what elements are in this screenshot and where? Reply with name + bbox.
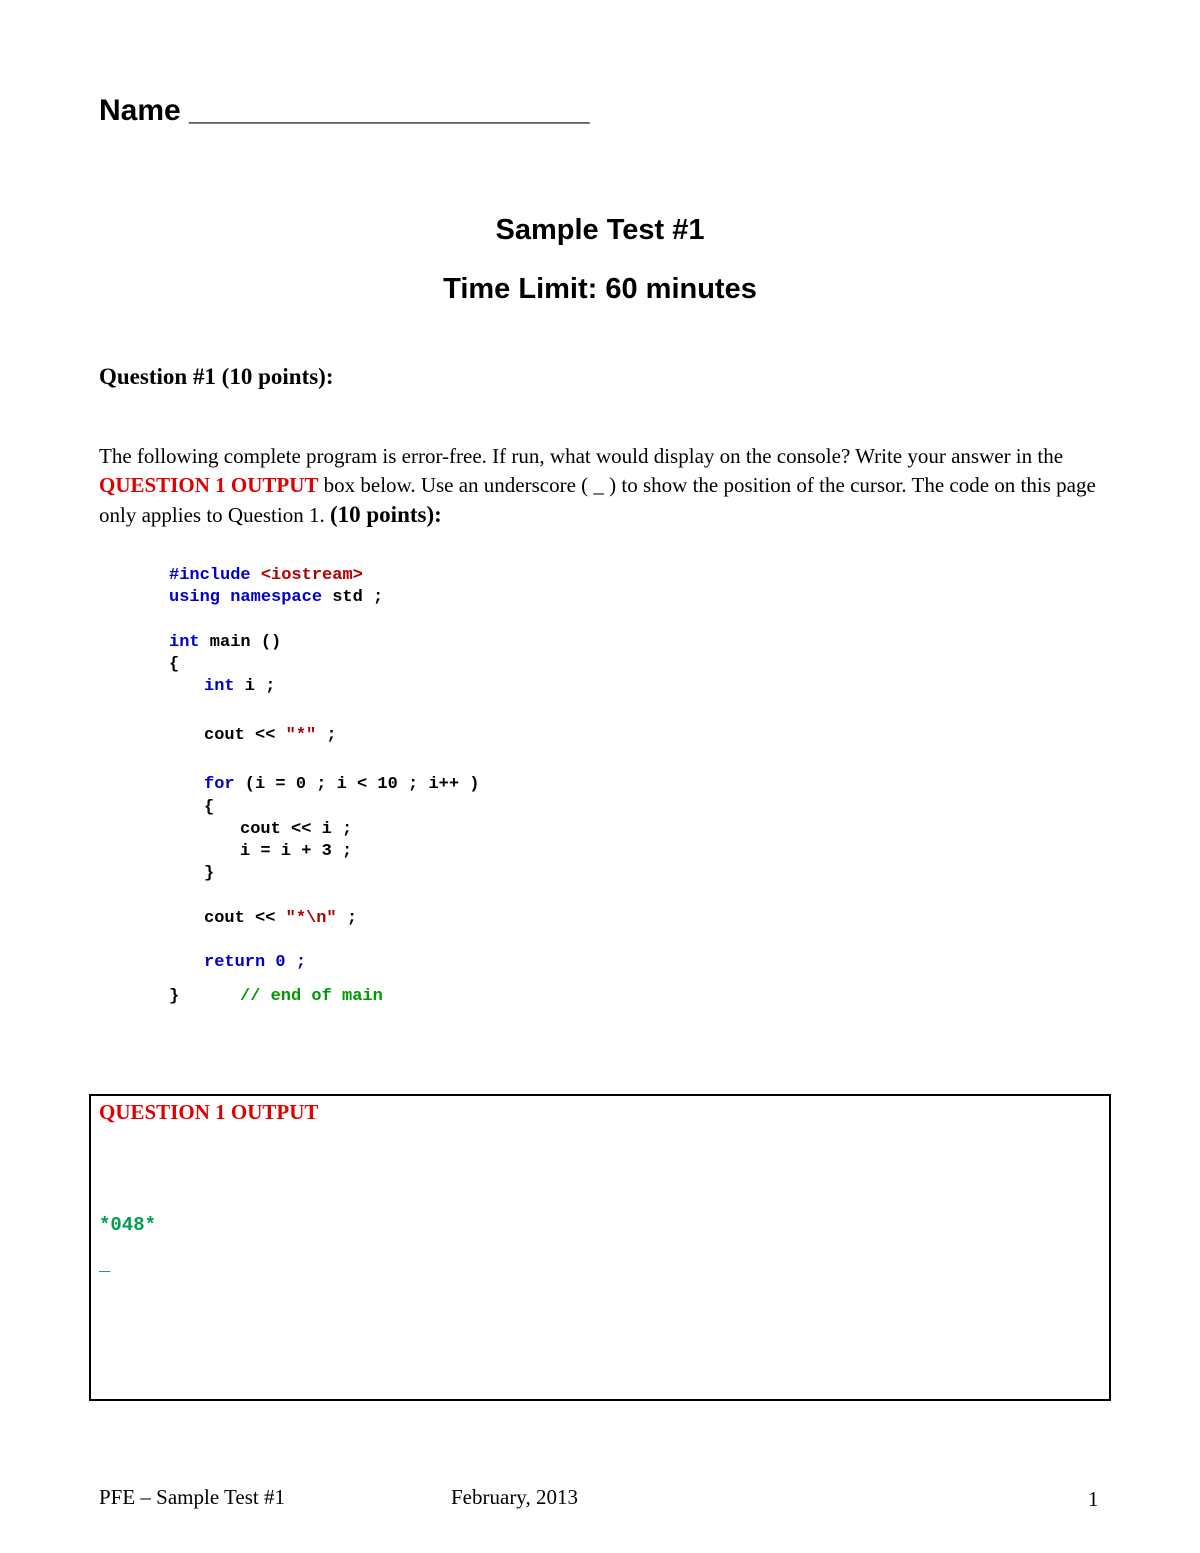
footer-page-number: 1 bbox=[1088, 1487, 1099, 1511]
code-text: main () bbox=[199, 633, 282, 652]
code-line-14: } bbox=[169, 987, 180, 1006]
code-line-8: { bbox=[204, 798, 215, 817]
instructions-text-2: box below. Use an underscore ( _ ) to show the position of the cursor. The code on this page only applies to Question 1. bbox=[99, 473, 1096, 527]
test-title: Sample Test #1 bbox=[495, 214, 705, 246]
time-limit: Time Limit: 60 minutes bbox=[443, 273, 757, 305]
code-text: ; bbox=[336, 909, 358, 928]
code-line-5 bbox=[204, 677, 275, 696]
code-keyword: int bbox=[169, 633, 200, 652]
code-line-13 bbox=[204, 953, 306, 972]
instructions-highlight: QUESTION 1 OUTPUT bbox=[99, 473, 319, 497]
code-line-4: { bbox=[169, 655, 180, 674]
code-line-12 bbox=[204, 909, 357, 928]
code-text: std ; bbox=[322, 588, 384, 607]
code-keyword: return bbox=[204, 953, 266, 972]
instructions-text: The following complete program is error-free. If run, what would display on the console? Write your answer in the bbox=[99, 444, 1064, 468]
code-text: (i = 0 ; i < 10 ; i++ ) bbox=[234, 775, 480, 794]
footer-date: February, 2013 bbox=[451, 1485, 578, 1509]
code-line-7 bbox=[204, 775, 479, 794]
code-comment: // end of main bbox=[240, 987, 383, 1006]
code-line-3 bbox=[169, 633, 281, 652]
code-keyword: #include bbox=[169, 566, 251, 585]
code-text: i ; bbox=[234, 677, 276, 696]
code-keyword: for bbox=[204, 775, 235, 794]
instructions-points: (10 points): bbox=[329, 502, 442, 527]
code-line-11: } bbox=[204, 864, 215, 883]
code-keyword: int bbox=[204, 677, 235, 696]
code-line-6 bbox=[204, 726, 337, 745]
code-keyword: using namespace bbox=[169, 588, 323, 607]
output-answer: *048* bbox=[99, 1214, 157, 1236]
code-line-1 bbox=[169, 566, 363, 585]
code-line-2 bbox=[169, 588, 383, 607]
output-box-title: QUESTION 1 OUTPUT bbox=[99, 1100, 319, 1124]
name-field-label: Name ________________________ bbox=[99, 94, 590, 127]
code-string: <iostream> bbox=[260, 566, 363, 585]
code-text: cout << bbox=[204, 726, 286, 745]
question-1-instructions bbox=[99, 442, 1099, 530]
footer-test-name: PFE – Sample Test #1 bbox=[99, 1485, 285, 1509]
code-line-9: cout << i ; bbox=[240, 820, 353, 839]
question-1-output-box bbox=[89, 1094, 1111, 1401]
code-line-10: i = i + 3 ; bbox=[240, 842, 353, 861]
code-text: cout << bbox=[204, 909, 286, 928]
code-string: "*\n" bbox=[285, 909, 337, 928]
output-cursor: _ bbox=[99, 1254, 111, 1276]
code-text: ; bbox=[316, 726, 337, 745]
code-string: "*" bbox=[285, 726, 317, 745]
code-text: 0 ; bbox=[265, 953, 307, 972]
question-1-heading: Question #1 (10 points): bbox=[99, 364, 334, 389]
